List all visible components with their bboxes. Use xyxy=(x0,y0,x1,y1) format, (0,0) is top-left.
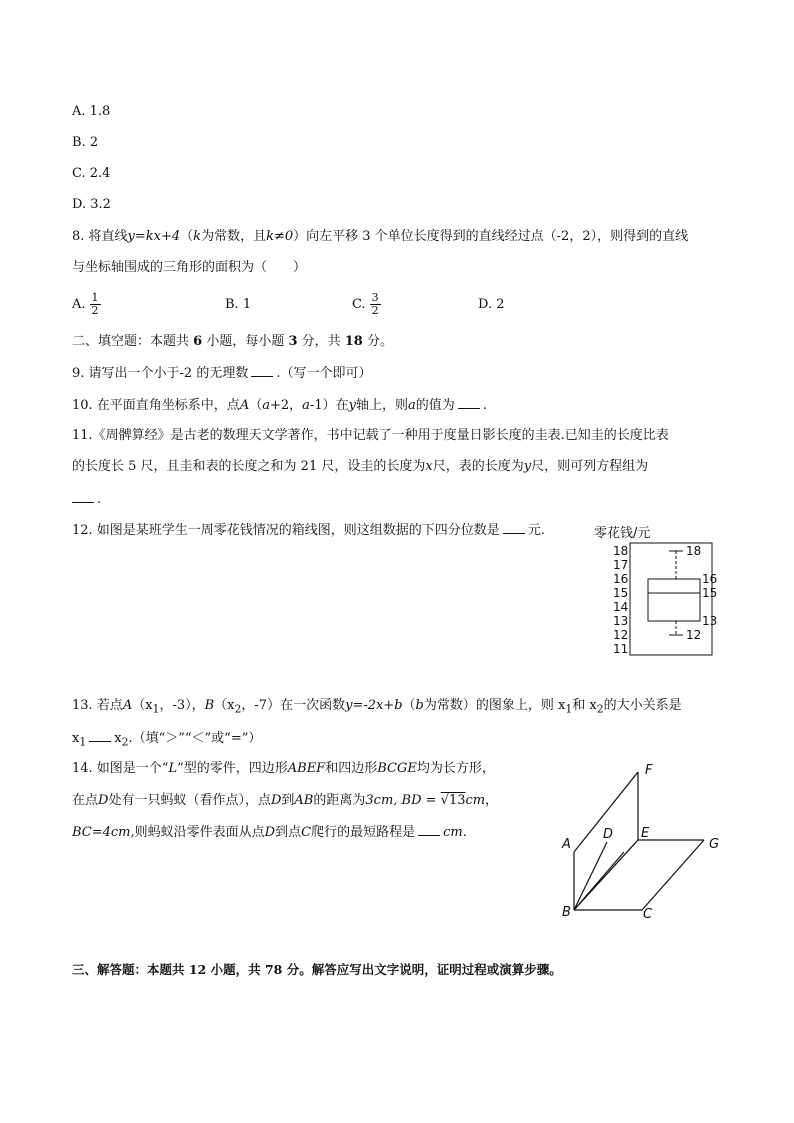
q11-text-b: 尺，表的长度为 xyxy=(432,459,524,474)
q10-var-a3: a xyxy=(407,398,416,413)
tick-label-17: 17 xyxy=(613,558,629,572)
q13-text-o: 和 x xyxy=(572,698,597,713)
label-F: F xyxy=(645,763,653,778)
q11-stem-line1: 11.《周髀算经》是古老的数理天文学著作，书中记载了一种用于度量日影长度的圭表.已知圭的长度比表 xyxy=(72,428,669,443)
segment-B-to-E-area xyxy=(574,852,624,910)
q10-var-y: y xyxy=(348,398,356,413)
label-D: D xyxy=(603,827,614,842)
q7-option-d: D. 3.2 xyxy=(72,197,111,212)
q13-point-a: A xyxy=(122,698,133,713)
q13-sub-2: 2 xyxy=(234,702,242,716)
q13-sub-3: 1 xyxy=(565,702,573,716)
fraction-numerator: 3 xyxy=(371,291,379,304)
q8-k-nonzero: k≠0 xyxy=(266,229,294,244)
q14-l3-D: D xyxy=(264,825,276,840)
q13-sub-4: 2 xyxy=(596,702,604,716)
q10-text-i: 轴上，则 xyxy=(355,398,408,413)
q14-l2-3cm: 3cm, BD = xyxy=(365,793,441,808)
q14-l2-b: 处有一只蚂蚁（看作点），点 xyxy=(108,793,271,808)
q10-var-a1: a xyxy=(262,398,270,413)
q8-equation: y=kx+4 xyxy=(127,229,181,244)
edge-GC xyxy=(642,840,704,910)
q13-text-i: ，-7）在一次函数 xyxy=(241,698,346,713)
fraction-denominator: 2 xyxy=(91,304,99,317)
q8-stem-line2: 与坐标轴围成的三角形的面积为（ ） xyxy=(72,260,307,275)
label-E: E xyxy=(641,826,650,841)
q7-option-c: C. 2.4 xyxy=(72,166,111,181)
section2-text-g: 分。 xyxy=(362,334,393,349)
q10-point-a: A xyxy=(239,398,250,413)
label-B: B xyxy=(562,905,571,920)
section2-count: 6 xyxy=(193,334,203,349)
q9-text-b: .（写一个即可） xyxy=(276,366,372,381)
q11-text-end: . xyxy=(97,492,102,507)
q13-text-m: 为常数）的图象上，则 x xyxy=(423,698,566,713)
label-A: A xyxy=(562,837,571,852)
q11-var-x: x xyxy=(425,459,433,474)
q14-l2-D: D xyxy=(98,793,109,808)
section3-heading: 三、解答题：本题共 12 小题，共 78 分。解答应写出文字说明，证明过程或演算步骤。 xyxy=(72,962,562,977)
q10-text-k: 的值为 xyxy=(415,398,455,413)
boxplot-median-label: 15 xyxy=(702,586,718,600)
q14-l2-D2: D xyxy=(270,793,282,808)
q10-text-c: （ xyxy=(249,398,263,413)
q14-l2-d: 的距离为 xyxy=(313,793,366,808)
q10-text-e: +2， xyxy=(269,398,303,413)
q14-l2-a: 在点 xyxy=(72,793,99,808)
q13-text-a: 13. 若点 xyxy=(72,698,123,713)
q12-text-a: 12. 如图是某班学生一周零花钱情况的箱线图，则这组数据的下四分位数是 xyxy=(72,523,500,538)
q10-var-a2: a xyxy=(302,398,310,413)
q8-text-c: ）向左平移 3 个单位长度得到的直线经过点（-2，2），则得到的直线 xyxy=(293,229,689,244)
q13-var-b: b xyxy=(415,698,424,713)
q14-l2-cm: cm xyxy=(465,793,486,808)
boxplot-title: 零花钱/元 xyxy=(594,526,651,541)
q14-l3-cm: cm. xyxy=(443,825,467,840)
section2-text-e: 分，共 xyxy=(297,334,345,349)
q13-line2-text: .（填“＞”“＜”或“=”） xyxy=(128,731,262,746)
q14-L: L xyxy=(168,761,178,776)
q13-line2-x2: x xyxy=(114,731,122,746)
q8-text-b: 为常数，且 xyxy=(201,229,267,244)
q11-var-y: y xyxy=(523,459,532,474)
q11-text-a: 的长度长 5 尺，且圭和表的长度之和为 21 尺，设圭的长度为 xyxy=(72,459,426,474)
q14-text-d: 均为长方形， xyxy=(416,761,495,776)
q14-l3-bc: BC=4cm, xyxy=(72,825,135,840)
q14-text-a: 14. 如图是一个“ xyxy=(72,761,169,776)
q8-option-c-prefix: C. xyxy=(352,297,366,312)
q10-text-l: . xyxy=(482,398,487,413)
q13-text-g: （x xyxy=(214,698,235,713)
tick-label-11: 11 xyxy=(613,642,629,656)
tick-label-13: 13 xyxy=(613,614,629,628)
q8-k: k xyxy=(193,229,202,244)
section2-points: 3 xyxy=(288,334,298,349)
q14-l3-C: C xyxy=(301,825,312,840)
fraction-numerator: 1 xyxy=(91,291,99,304)
q8-option-b: B. 1 xyxy=(225,297,252,312)
section2-text-c: 小题，每小题 xyxy=(202,334,289,349)
q14-text-c: 和四边形 xyxy=(325,761,378,776)
q11-text-c: 尺，则可列方程组为 xyxy=(531,459,649,474)
q14-l2-sqrt: √13 xyxy=(440,793,466,808)
tick-label-16: 16 xyxy=(613,572,629,586)
q8-text-a: （ xyxy=(180,229,194,244)
q13-point-b: B xyxy=(204,698,215,713)
q7-option-a: A. 1.8 xyxy=(72,104,111,119)
q14-l3-c: 到点 xyxy=(275,825,302,840)
q13-text-q: 的大小关系是 xyxy=(603,698,682,713)
q8-prefix: 8. 将直线 xyxy=(72,229,128,244)
section2-total: 18 xyxy=(344,334,363,349)
q10-text-g: -1）在 xyxy=(309,398,349,413)
q14-l2-c: 到 xyxy=(281,793,295,808)
q14-text-b: ”型的零件，四边形 xyxy=(177,761,288,776)
q14-l3-d: 爬行的最短路程是 xyxy=(311,825,416,840)
tick-label-15: 15 xyxy=(613,586,629,600)
fraction-denominator: 2 xyxy=(371,304,379,317)
boxplot-max-label: 18 xyxy=(686,544,702,558)
tick-label-18: 18 xyxy=(613,544,629,558)
q13-text-e: ，-3）， xyxy=(159,698,205,713)
section2-text-a: 二、填空题：本题共 xyxy=(72,334,194,349)
q14-l3-b: 则蚂蚁沿零件表面从点 xyxy=(134,825,265,840)
tick-label-12: 12 xyxy=(613,628,629,642)
q14-bcge: BCGE xyxy=(377,761,417,776)
q14-l2-AB: AB xyxy=(294,793,314,808)
boxplot-q3-label: 16 xyxy=(702,572,718,586)
q13-text-k: （ xyxy=(402,698,416,713)
q12-text-b: 元. xyxy=(527,523,545,538)
boxplot-min-label: 12 xyxy=(686,628,702,642)
q10-text-a: 10. 在平面直角坐标系中，点 xyxy=(72,398,240,413)
q9-text-a: 9. 请写出一个小于-2 的无理数 xyxy=(72,366,249,381)
q7-option-b: B. 2 xyxy=(72,135,99,150)
q13-function: y=-2x+b xyxy=(345,698,403,713)
label-G: G xyxy=(709,837,720,852)
q13-line2-sub2: 2 xyxy=(121,735,129,749)
q13-text-c: （x xyxy=(132,698,153,713)
q13-line2-x1: x xyxy=(72,731,80,746)
q14-l2-e: ， xyxy=(485,793,499,808)
q8-option-a-prefix: A. xyxy=(72,297,86,312)
segment-BD xyxy=(574,842,607,910)
q13-line2-sub1: 1 xyxy=(79,735,87,749)
q13-sub-1: 1 xyxy=(152,702,160,716)
tick-label-14: 14 xyxy=(613,600,629,614)
boxplot-q1-label: 13 xyxy=(702,614,718,628)
label-C: C xyxy=(643,907,653,922)
q14-abef: ABEF xyxy=(287,761,326,776)
q8-option-d: D. 2 xyxy=(478,297,505,312)
